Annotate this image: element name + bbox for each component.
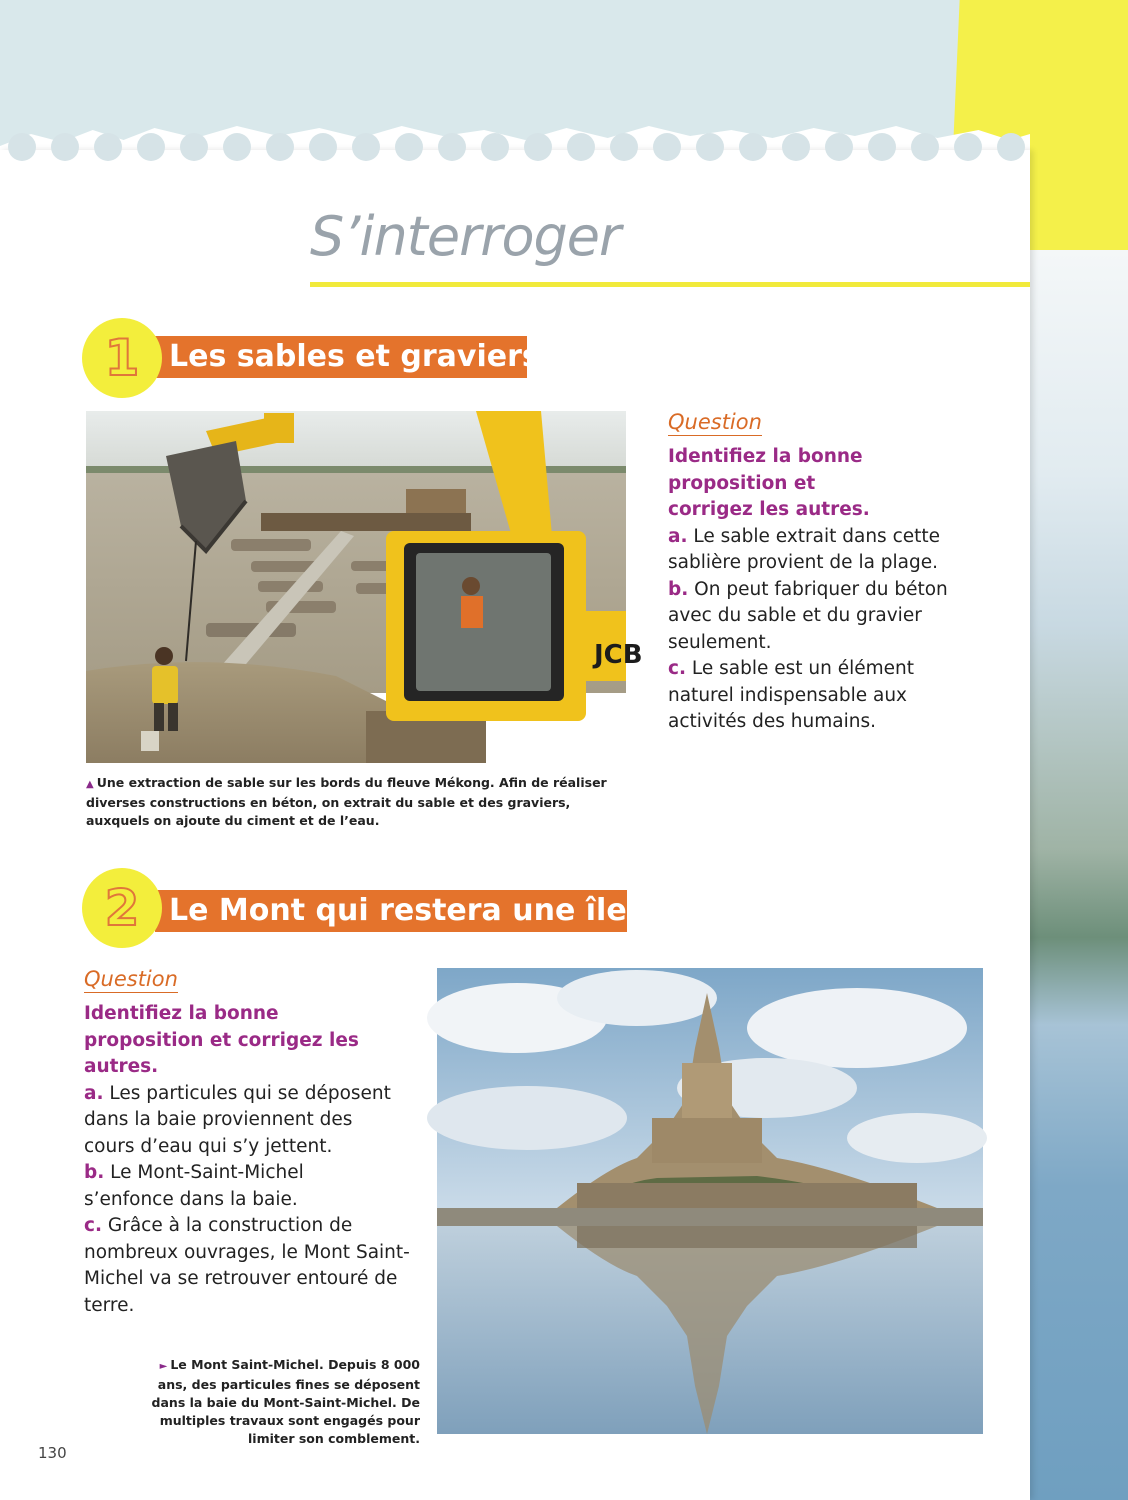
item-text: Les particules qui se déposent dans la baie proviennent des cours d’eau qui s’y jettent.	[84, 1082, 391, 1157]
page-number: 130	[38, 1444, 67, 1462]
section1-item-b	[668, 577, 958, 657]
notepad-hole	[395, 133, 423, 161]
section1-number-badge	[82, 318, 162, 398]
item-letter: b.	[84, 1162, 105, 1183]
notepad-hole	[696, 133, 724, 161]
notepad-hole	[911, 133, 939, 161]
section2-title-bar	[155, 890, 655, 932]
section2-question-title: Question	[84, 967, 178, 991]
section1-title: Les sables et graviers	[169, 339, 540, 374]
notepad-hole	[825, 133, 853, 161]
notepad-hole	[137, 133, 165, 161]
mont-saint-michel-photo	[437, 968, 983, 1434]
caption-pointer-icon: ▲	[86, 779, 94, 790]
section1-item-c	[668, 656, 918, 736]
caption-pointer-icon: ►	[159, 1361, 168, 1372]
section2-item-a	[84, 1081, 399, 1161]
notepad-hole	[868, 133, 896, 161]
section1-question-lead: Identifiez la bonne proposition et corrigez les autres.	[668, 446, 870, 520]
section2-question-block	[84, 1001, 414, 1319]
notepad-hole	[309, 133, 337, 161]
section1-question-title: Question	[668, 410, 762, 434]
background-landscape-strip	[1030, 250, 1128, 1500]
notepad-hole	[954, 133, 982, 161]
notepad-hole	[266, 133, 294, 161]
item-text: Grâce à la construction de nombreux ouvrages, le Mont Saint-Michel va se retrouver entouré de terre.	[84, 1215, 410, 1316]
section2-question-lead: Identifiez la bonne proposition et corrigez les autres.	[84, 1003, 359, 1077]
section1-question-block	[668, 444, 958, 736]
notepad-hole	[524, 133, 552, 161]
section2-caption	[136, 1356, 420, 1448]
notepad-hole	[567, 133, 595, 161]
item-letter: a.	[84, 1082, 104, 1104]
notepad-hole	[653, 133, 681, 161]
notepad-holes	[0, 133, 1030, 173]
item-letter: b.	[668, 578, 689, 600]
item-text: Le sable est un élément naturel indispensable aux activités des humains.	[668, 658, 915, 732]
section1-number: 1	[104, 329, 140, 387]
notepad-hole	[481, 133, 509, 161]
item-letter: c.	[668, 658, 686, 679]
page-title: S’interroger	[310, 205, 621, 268]
section2-number: 2	[104, 879, 140, 937]
notepad-hole	[739, 133, 767, 161]
notepad-hole	[782, 133, 810, 161]
notepad-hole	[94, 133, 122, 161]
section1-caption-text: Une extraction de sable sur les bords du fleuve Mékong. Afin de réaliser diverses constructions en béton, on extrait du sable et des graviers, auxquels on ajoute du ciment et de l’eau.	[86, 775, 607, 828]
section2-item-c	[84, 1213, 414, 1319]
notepad-hole	[997, 133, 1025, 161]
item-text: Le Mont-Saint-Michel s’enfonce dans la baie.	[84, 1162, 304, 1210]
section2-number-badge	[82, 868, 162, 948]
sand-extraction-photo	[86, 411, 643, 763]
section2-caption-text: Le Mont Saint-Michel. Depuis 8 000 ans, des particules fines se déposent dans la baie du Mont-Saint-Michel. De multiples travaux sont engagés pour limiter son comblement.	[151, 1357, 420, 1446]
notepad-hole	[8, 133, 36, 161]
notepad-hole	[180, 133, 208, 161]
section2-title: Le Mont qui restera une île ?	[169, 893, 655, 928]
section1-item-a	[668, 524, 958, 577]
machine-brand: JCB	[594, 640, 643, 670]
item-text: On peut fabriquer du béton avec du sable et du gravier seulement.	[668, 578, 948, 653]
section1-caption	[86, 774, 616, 830]
section2-item-b	[84, 1160, 394, 1213]
item-letter: a.	[668, 525, 688, 547]
heading-underline	[310, 282, 1030, 287]
notepad-hole	[610, 133, 638, 161]
item-text: Le sable extrait dans cette sablière provient de la plage.	[668, 525, 941, 573]
section1-title-bar	[155, 336, 540, 378]
notepad-hole	[438, 133, 466, 161]
item-letter: c.	[84, 1215, 102, 1236]
notepad-hole	[51, 133, 79, 161]
notepad-hole	[223, 133, 251, 161]
notepad-hole	[352, 133, 380, 161]
